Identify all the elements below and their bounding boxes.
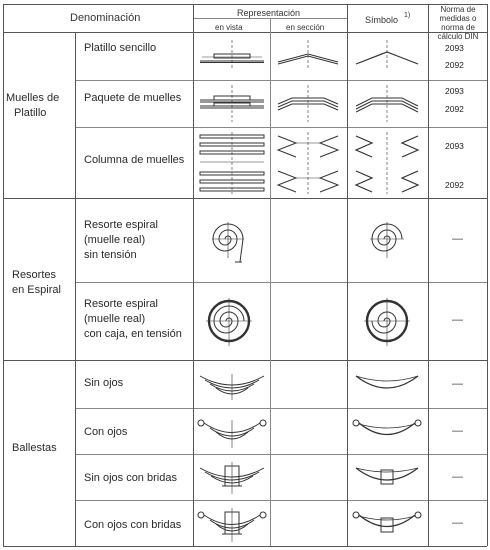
disc-spring-section-drawing: [278, 40, 338, 70]
spiral-spring-case-view-drawing: [206, 298, 252, 346]
header-en-seccion: en sección: [286, 23, 325, 32]
spiral-spring-case-symbol-drawing: [364, 298, 410, 346]
leaf-spring-eyes-clamps-symbol-drawing: [353, 512, 421, 532]
din-dash: —: [452, 314, 463, 326]
spring-column-view-drawing: [200, 132, 264, 194]
spring-pack-section-drawing: [278, 85, 338, 122]
spring-column-section-drawing: [278, 132, 338, 194]
group-label-resortes: Resortes: [12, 269, 57, 281]
leaf-spring-symbol-drawing: [356, 376, 418, 388]
header-denominacion: Denominación: [70, 12, 141, 24]
row-name-resorte-sin-tension: Resorte espiral: [84, 219, 158, 231]
row-name-resorte-con-caja: Resorte espiral: [84, 298, 158, 310]
spring-column-symbol-drawing: [356, 132, 418, 194]
leaf-spring-clamps-symbol-drawing: [356, 468, 418, 484]
header-representacion: Representación: [237, 8, 301, 18]
row-name-resorte-con-caja: (muelle real): [84, 313, 146, 325]
disc-spring-view-drawing: [200, 40, 264, 70]
spring-pack-view-drawing: [200, 85, 264, 122]
row-name-con-ojos-bridas: Con ojos con bridas: [84, 519, 182, 531]
row-name-resorte-con-caja: con caja, en tensión: [84, 328, 182, 340]
header-norma: Norma de medidas o norma de cálculo DIN: [437, 5, 479, 41]
din-value: 2092: [445, 60, 464, 70]
spiral-spring-view-drawing: [212, 222, 244, 262]
din-value: 2093: [445, 141, 464, 151]
din-dash: —: [452, 471, 463, 483]
row-name-con-ojos: Con ojos: [84, 426, 128, 438]
leaf-spring-eyes-clamps-view-drawing: [198, 508, 266, 542]
group-label-ballestas: Ballestas: [12, 442, 57, 454]
group-label-muelles: Platillo: [14, 107, 47, 119]
group-label-resortes: en Espiral: [12, 284, 61, 296]
leaf-spring-view-drawing: [200, 374, 264, 400]
din-dash: —: [452, 233, 463, 245]
row-name-resorte-sin-tension: (muelle real): [84, 234, 146, 246]
din-dash: —: [452, 517, 463, 529]
din-dash: —: [452, 378, 463, 390]
row-name-platillo-sencillo: Platillo sencillo: [84, 42, 157, 54]
din-value: 2093: [445, 43, 464, 53]
spring-pack-symbol-drawing: [356, 85, 418, 122]
leaf-spring-clamps-view-drawing: [200, 462, 264, 494]
leaf-spring-eyes-view-drawing: [198, 420, 266, 448]
header-en-vista: en vista: [215, 23, 243, 32]
din-value: 2093: [445, 86, 464, 96]
row-name-sin-ojos-bridas: Sin ojos con bridas: [84, 472, 177, 484]
din-value: 2092: [445, 180, 464, 190]
din-value: 2092: [445, 104, 464, 114]
group-label-muelles: Muelles de: [6, 92, 60, 104]
row-name-paquete: Paquete de muelles: [84, 92, 182, 104]
row-name-sin-ojos: Sin ojos: [84, 377, 124, 389]
row-name-columna: Columna de muelles: [84, 154, 185, 166]
row-name-resorte-sin-tension: sin tensión: [84, 249, 137, 261]
leaf-spring-eyes-symbol-drawing: [353, 420, 421, 435]
spiral-spring-symbol-drawing: [370, 222, 404, 258]
disc-spring-symbol-drawing: [356, 40, 418, 70]
din-dash: —: [452, 425, 463, 437]
header-simbolo: Símbolo: [365, 15, 399, 25]
header-simbolo-footnote: 1): [404, 12, 411, 19]
